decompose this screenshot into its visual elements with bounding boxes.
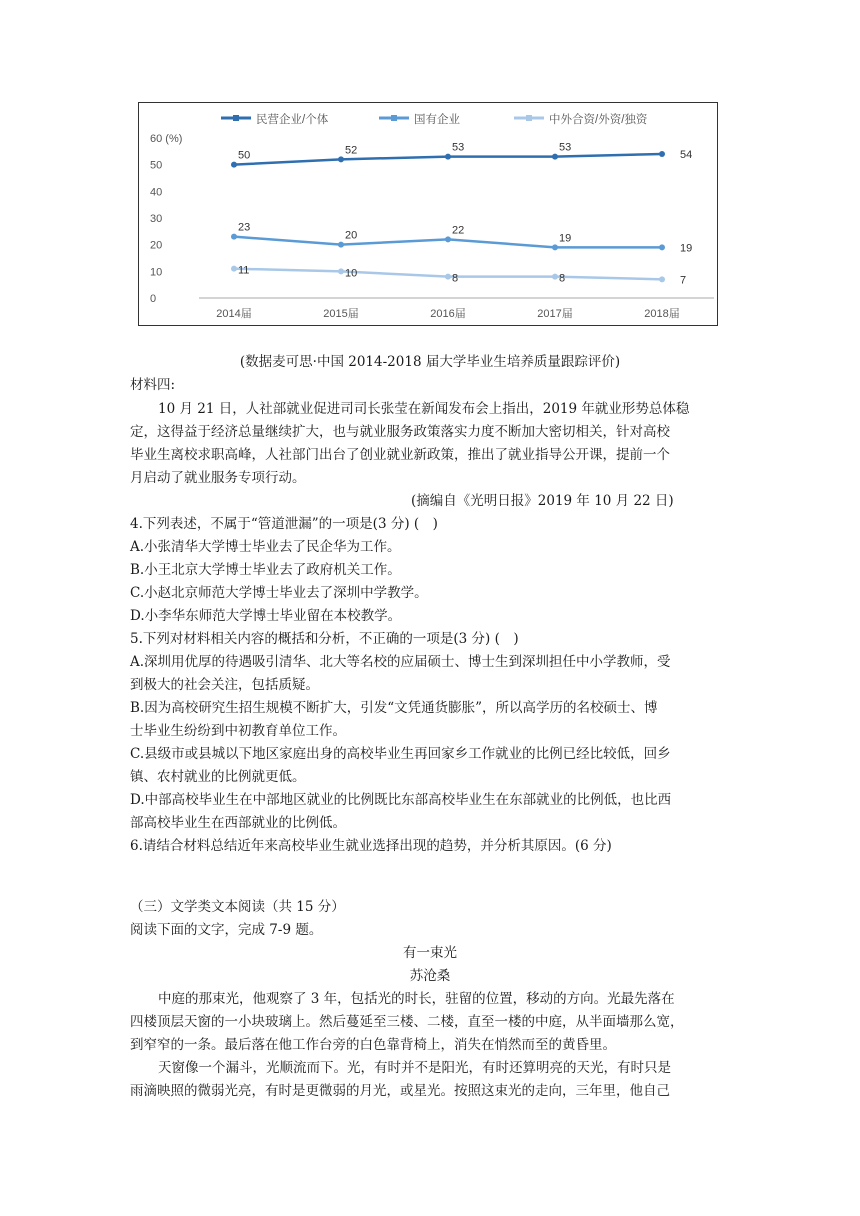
option-a: A.深圳用优厚的待遇吸引清华、北大等名校的应届硕士、博士生到深圳担任中小学教师，受: [130, 654, 671, 670]
data-label: 22: [452, 224, 465, 237]
data-point: [338, 242, 344, 248]
section-heading: （三）文学类文本阅读（共 15 分）: [130, 899, 345, 915]
story-line: 四楼顶层天窗的一小块玻璃上。然后蔓延至三楼、二楼，直至一楼的中庭，从半面墙那么宽，: [130, 1014, 684, 1030]
option-b: B.小王北京大学博士毕业去了政府机关工作。: [130, 562, 401, 578]
story-line: 天窗像一个漏斗，光顺流而下。光，有时并不是阳光，有时还算明亮的天光，有时只是: [158, 1060, 671, 1076]
x-tick-label: 2014届: [216, 308, 252, 320]
data-point: [445, 274, 451, 280]
material-four-line: 月启动了就业服务专项行动。: [130, 470, 306, 486]
y-tick-label: 0: [150, 293, 157, 305]
data-point: [338, 156, 344, 162]
legend-marker: [526, 115, 532, 121]
data-point: [445, 154, 451, 160]
data-point: [659, 244, 665, 250]
material-four-line: 定，这得益于经济总量继续扩大，也与就业服务政策落实力度不断加大密切相关，针对高校: [130, 424, 670, 440]
data-point: [231, 162, 237, 168]
data-label: 19: [559, 232, 572, 245]
data-label: 50: [238, 149, 251, 162]
y-tick-label: 10: [150, 266, 163, 279]
material-four-source: (摘编自《光明日报》2019 年 10 月 22 日): [411, 493, 674, 509]
material-four-line: 10 月 21 日，人社部就业促进司司长张莹在新闻发布会上指出，2019 年就业形势总体稳: [158, 401, 690, 417]
story-line: 雨滴映照的微弱光亮，有时是更微弱的月光，或星光。按照这束光的走向，三年里，他自己: [130, 1083, 670, 1099]
y-tick-label: 60 (%): [150, 133, 183, 145]
question-5: 5.下列对材料相关内容的概括和分析，不正确的一项是(3 分) ( ): [130, 631, 519, 647]
option-c: C.县级市或县城以下地区家庭出身的高校毕业生再回家乡工作就业的比例已经比较低，回乡: [130, 746, 671, 762]
x-tick-label: 2017届: [537, 308, 573, 320]
question-4: 4.下列表述，不属于“管道泄漏”的一项是(3 分) ( ): [130, 516, 438, 532]
material-four-title: 材料四:: [130, 377, 176, 393]
y-tick-label: 50: [150, 159, 163, 172]
chart-source: (数据麦可思·中国 2014-2018 届大学毕业生培养质量跟踪评价): [239, 354, 621, 370]
data-label: 20: [345, 229, 358, 242]
option-d: D.中部高校毕业生在中部地区就业的比例既比东部高校毕业生在东部就业的比例低，也比西: [130, 792, 672, 808]
data-label: 19: [680, 242, 693, 255]
option-a-cont: 到极大的社会关注，包括质疑。: [130, 677, 319, 693]
data-label: 11: [238, 264, 250, 277]
y-tick-label: 30: [150, 213, 163, 225]
y-tick-label: 20: [150, 239, 163, 252]
y-tick-label: 40: [150, 186, 163, 199]
data-label: 10: [345, 267, 358, 280]
option-c-cont: 镇、农村就业的比例就更低。: [130, 769, 306, 785]
option-c: C.小赵北京师范大学博士毕业去了深圳中学教学。: [130, 585, 428, 601]
data-label: 7: [680, 274, 687, 287]
data-label: 8: [452, 272, 459, 285]
data-point: [552, 274, 558, 280]
data-label: 53: [452, 141, 465, 154]
data-label: 54: [680, 149, 693, 161]
data-point: [231, 234, 237, 240]
option-d-cont: 部高校毕业生在西部就业的比例低。: [130, 815, 346, 831]
legend-label: 中外合资/外资/独资: [549, 114, 648, 126]
story-line: 中庭的那束光，他观察了 3 年，包括光的时长，驻留的位置，移动的方向。光最先落在: [158, 991, 675, 1007]
data-label: 52: [345, 144, 358, 157]
legend-label: 国有企业: [414, 114, 460, 126]
legend-marker: [391, 115, 397, 121]
instructions: 阅读下面的文字，完成 7-9 题。: [130, 922, 323, 938]
data-point: [231, 266, 237, 272]
data-point: [552, 154, 558, 160]
data-label: 53: [559, 141, 572, 154]
employment-chart: [138, 102, 718, 326]
legend-label: 民营企业/个体: [256, 114, 329, 126]
story-author: 苏沧桑: [409, 968, 451, 984]
data-point: [659, 276, 665, 282]
option-a: A.小张清华大学博士毕业去了民企华为工作。: [130, 539, 401, 555]
question-6: 6.请结合材料总结近年来高校毕业生就业选择出现的趋势，并分析其原因。(6 分): [130, 838, 612, 854]
data-label: 23: [238, 221, 251, 234]
data-point: [445, 236, 451, 242]
line-chart: [139, 103, 717, 325]
data-label: 8: [559, 272, 566, 285]
story-line: 到窄窄的一条。最后落在他工作台旁的白色靠背椅上，消失在悄然而至的黄昏里。: [130, 1037, 616, 1053]
data-point: [338, 268, 344, 274]
data-point: [659, 151, 665, 157]
data-point: [552, 244, 558, 250]
option-b-cont: 士毕业生纷纷到中初教育单位工作。: [130, 723, 346, 739]
material-four-line: 毕业生离校求职高峰，人社部门出台了创业就业新政策，推出了就业指导公开课，提前一个: [130, 447, 670, 463]
option-d: D.小李华东师范大学博士毕业留在本校教学。: [130, 608, 402, 624]
legend-marker: [233, 115, 239, 121]
story-title: 有一束光: [403, 945, 457, 961]
x-tick-label: 2018届: [644, 308, 680, 320]
x-tick-label: 2016届: [430, 308, 466, 320]
x-tick-label: 2015届: [323, 308, 359, 320]
option-b: B.因为高校研究生招生规模不断扩大，引发“文凭通货膨胀”，所以高学历的名校硕士、博: [130, 700, 658, 716]
